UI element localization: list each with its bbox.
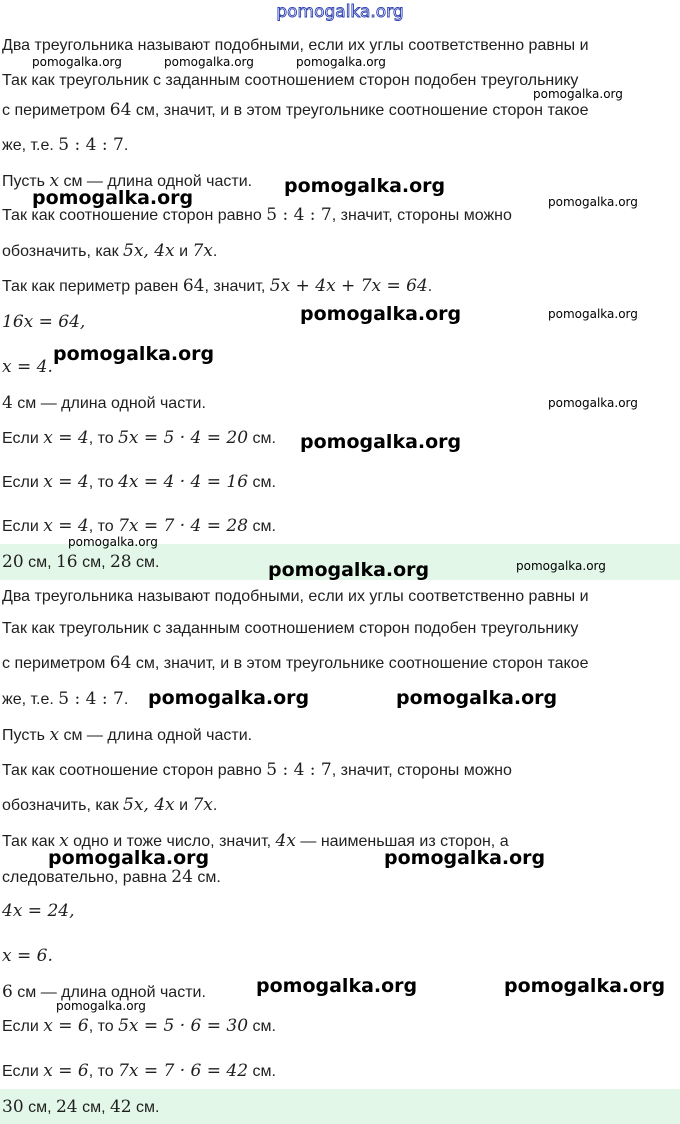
watermark: pomogalka.org	[516, 559, 606, 573]
watermark: pomogalka.org	[300, 303, 462, 325]
solution-line: Если x = 4, то 5x = 5 · 4 = 20 см.	[2, 428, 276, 448]
solution-line: Так как треугольник с заданным соотношением сторон подобен треугольнику	[2, 72, 579, 89]
watermark: pomogalka.org	[256, 975, 418, 997]
watermark: pomogalka.org	[32, 187, 194, 209]
solution-line: Если x = 6, то 5x = 5 · 6 = 30 см.	[2, 1016, 276, 1036]
watermark: pomogalka.org	[384, 847, 546, 869]
solution-line: Так как периметр равен 64, значит, 5x + 4x + 7x = 64.	[2, 276, 433, 296]
equation-line: 4x = 24,	[2, 901, 75, 921]
watermark: pomogalka.org	[164, 55, 254, 69]
watermark: pomogalka.org	[68, 535, 158, 549]
solution-line: Пусть x см — длина одной части.	[2, 171, 253, 191]
watermark: pomogalka.org	[300, 431, 462, 453]
solution-line: обозначить, как 5x, 4x и 7x.	[2, 241, 218, 261]
solution-line: 4 см — длина одной части.	[2, 393, 206, 413]
watermark: pomogalka.org	[548, 396, 638, 410]
solution-line: обозначить, как 5x, 4x и 7x.	[2, 795, 218, 815]
equation-line: x = 6.	[2, 946, 53, 966]
definition-text: Два треугольника называют подобными, если их углы соответственно равны и	[2, 588, 589, 605]
watermark: pomogalka.org	[48, 847, 210, 869]
answer-text: 30 см, 24 см, 42 см.	[2, 1097, 160, 1117]
watermark: pomogalka.org	[284, 175, 446, 197]
solution-line: же, т.е. 5 : 4 : 7.	[2, 135, 129, 155]
watermark: pomogalka.org	[396, 687, 558, 709]
equation-line: x = 4.	[2, 357, 53, 377]
watermark: pomogalka.org	[504, 975, 666, 997]
watermark: pomogalka.org	[53, 343, 215, 365]
solution-line: с периметром 64 см, значит, и в этом треугольнике соотношение сторон такое	[2, 100, 589, 120]
solution-line: Так как x одно и тоже число, значит, 4x — наименьшая из сторон, а	[2, 831, 509, 851]
solution-line: с периметром 64 см, значит, и в этом треугольнике соотношение сторон такое	[2, 653, 589, 673]
answer-text: 20 см, 16 см, 28 см.	[2, 552, 160, 572]
solution-line: Если x = 6, то 7x = 7 · 6 = 42 см.	[2, 1061, 276, 1081]
solution-line: Если x = 4, то 4x = 4 · 4 = 16 см.	[2, 472, 276, 492]
watermark: pomogalka.org	[268, 559, 430, 581]
equation-line: 16x = 64,	[2, 312, 86, 332]
solution-line: следовательно, равна 24 см.	[2, 867, 221, 887]
definition-text: Два треугольника называют подобными, если их углы соответственно равны и	[2, 37, 589, 54]
watermark: pomogalka.org	[148, 687, 310, 709]
watermark: pomogalka.org	[56, 999, 146, 1013]
solution-line: Так как соотношение сторон равно 5 : 4 : 7, значит, стороны можно	[2, 205, 512, 225]
site-header-logo: pomogalka.org	[276, 2, 404, 22]
solution-line: Если x = 4, то 7x = 7 · 4 = 28 см.	[2, 516, 276, 536]
solution-line: Пусть x см — длина одной части.	[2, 725, 253, 745]
solution-line: Так как треугольник с заданным соотношением сторон подобен треугольнику	[2, 620, 579, 637]
watermark: pomogalka.org	[548, 195, 638, 209]
solution-line: 6 см — длина одной части.	[2, 982, 206, 1002]
watermark: pomogalka.org	[296, 55, 386, 69]
solution-line: же, т.е. 5 : 4 : 7.	[2, 689, 129, 709]
solution-line: Так как соотношение сторон равно 5 : 4 : 7, значит, стороны можно	[2, 760, 512, 780]
watermark: pomogalka.org	[32, 55, 122, 69]
watermark: pomogalka.org	[533, 87, 623, 101]
watermark: pomogalka.org	[548, 307, 638, 321]
